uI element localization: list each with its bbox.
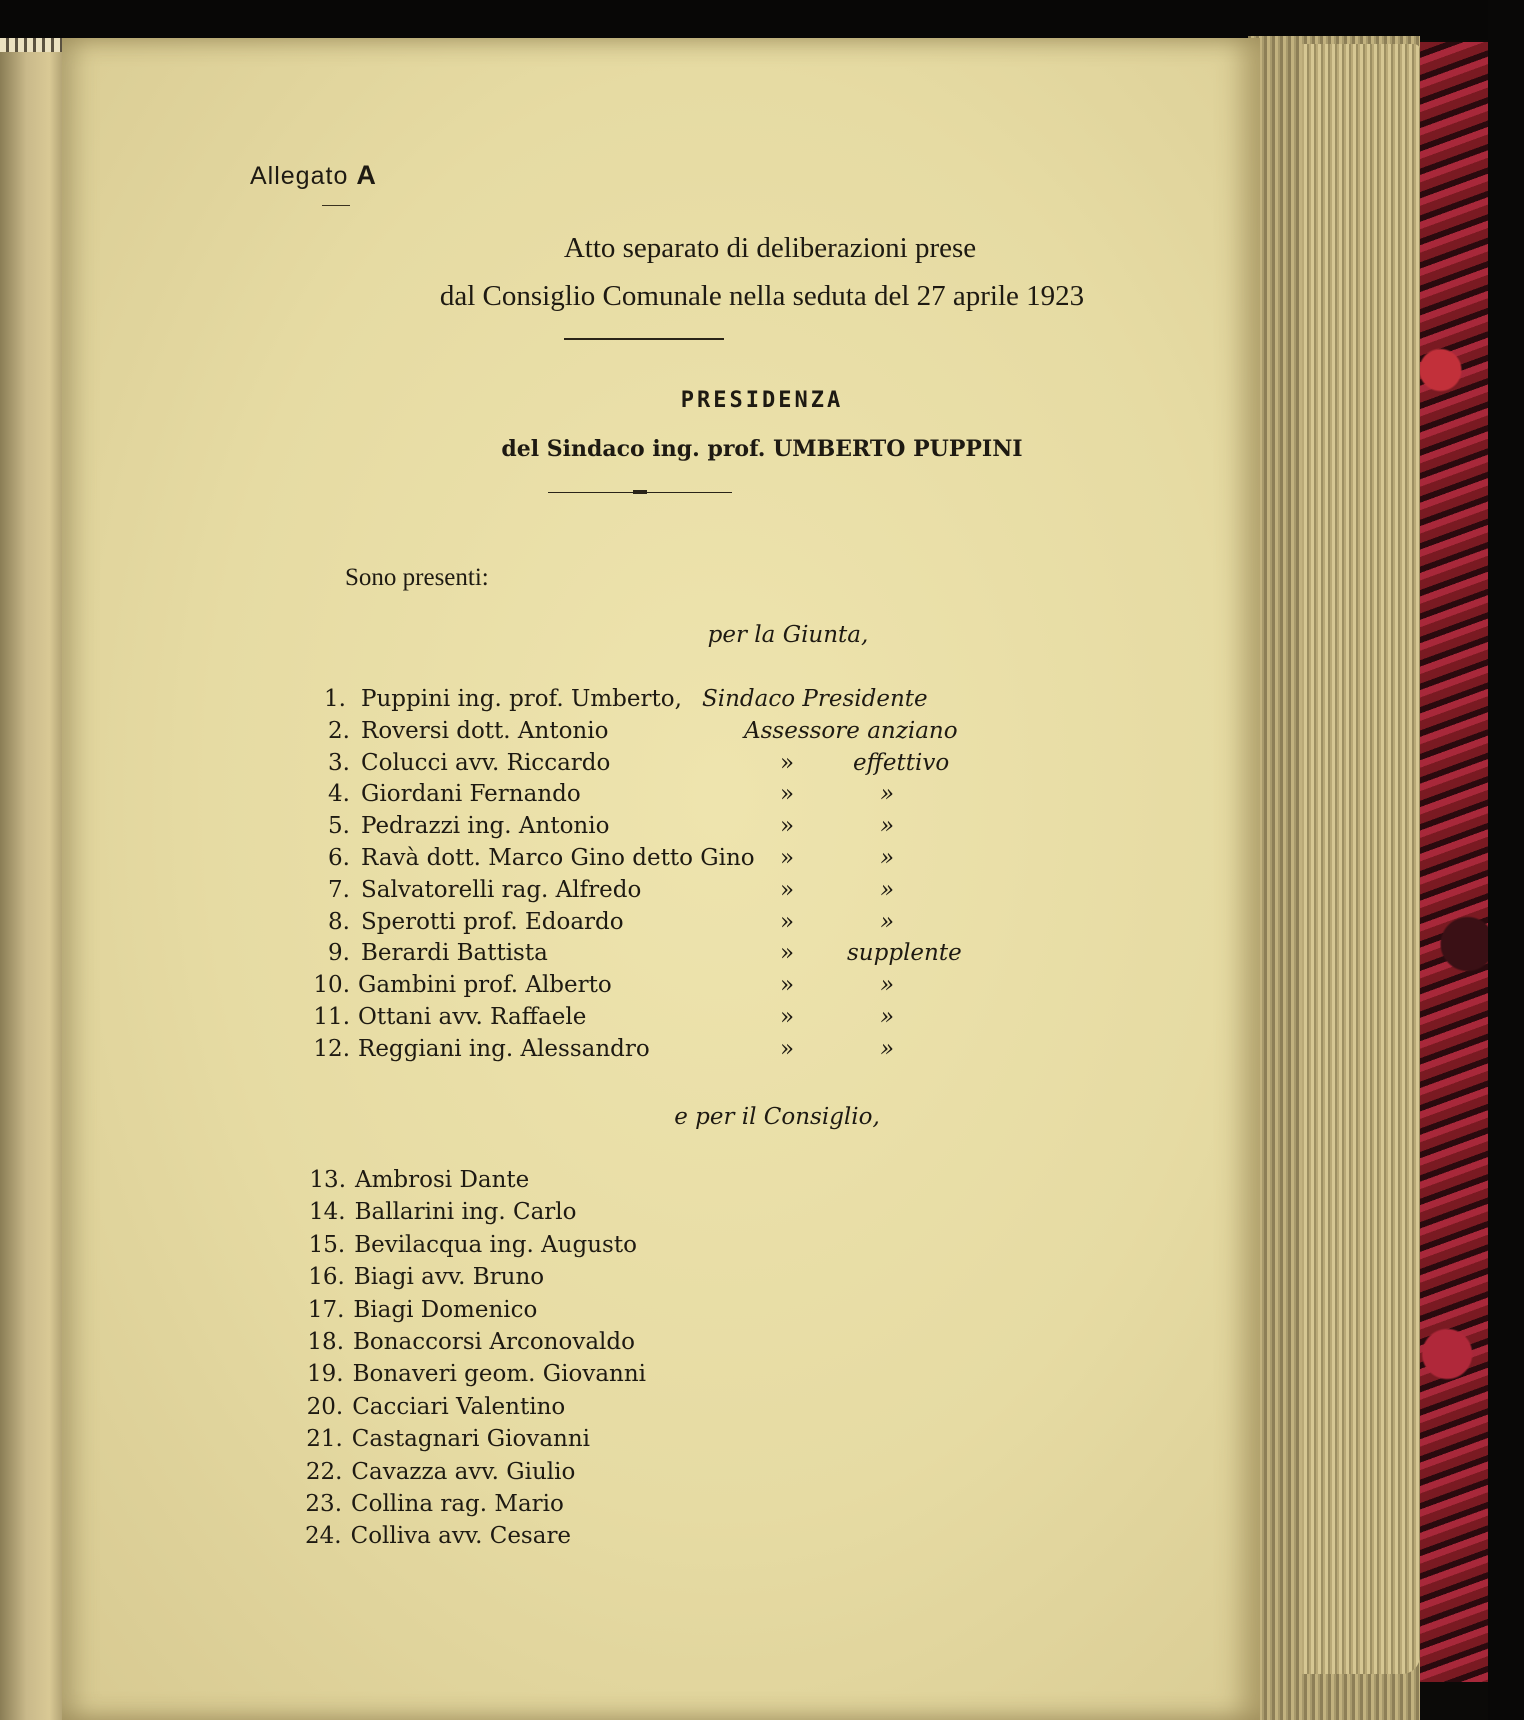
member-number: 5.	[328, 813, 350, 839]
assessore-ditto: »	[780, 781, 795, 807]
title-line-2: dal Consiglio Comunale nella seduta del 27 aprile 1923	[439, 280, 1085, 312]
member-number: 11.	[313, 1004, 350, 1030]
consiglio-member-row	[0, 1196, 1524, 1228]
member-number: 10.	[313, 972, 350, 998]
giunta-member-row	[0, 683, 1524, 715]
member-name: Ottani avv. Raffaele	[358, 1004, 587, 1030]
member-number: 18.	[307, 1329, 344, 1355]
consiglio-member-row	[0, 1261, 1524, 1293]
member-role-type: »	[880, 781, 895, 807]
consiglio-member-row	[0, 1294, 1524, 1326]
assessore-ditto: »	[780, 750, 795, 776]
giunta-member-row	[0, 874, 1524, 906]
giunta-member-row	[0, 937, 1524, 969]
consiglio-member-row	[0, 1164, 1524, 1196]
member-name: Ambrosi Dante	[355, 1167, 530, 1193]
member-name: Colliva avv. Cesare	[350, 1523, 572, 1549]
member-number: 9.	[328, 940, 350, 966]
member-number: 6.	[328, 845, 350, 871]
member-role-type: »	[880, 845, 895, 871]
member-number: 17.	[307, 1297, 345, 1323]
scan-background-top	[0, 0, 1524, 40]
member-name: Colucci avv. Riccardo	[361, 750, 611, 776]
assessore-ditto: »	[780, 845, 795, 871]
assessore-ditto: »	[780, 909, 795, 935]
member-number: 22.	[305, 1459, 343, 1485]
title-rule	[564, 338, 724, 340]
giunta-member-row	[0, 906, 1524, 938]
consiglio-member-row	[0, 1358, 1524, 1390]
member-role-type: »	[880, 909, 895, 935]
member-role-type: »	[880, 877, 895, 903]
consiglio-member-row	[0, 1326, 1524, 1358]
giunta-member-row	[0, 1001, 1524, 1033]
member-number: 23.	[305, 1491, 342, 1517]
member-name: Ravà dott. Marco Gino detto Gino	[361, 845, 755, 871]
giunta-member-row	[0, 810, 1524, 842]
member-name: Giordani Fernando	[361, 781, 581, 807]
member-number: 14.	[309, 1199, 346, 1225]
presidenza-rule-mark	[633, 490, 647, 494]
member-name: Berardi Battista	[361, 940, 548, 966]
member-name: Reggiani ing. Alessandro	[358, 1036, 650, 1062]
member-number: 12.	[313, 1036, 350, 1062]
member-number: 7.	[328, 877, 350, 903]
consiglio-member-row	[0, 1423, 1524, 1455]
member-name: Castagnari Giovanni	[351, 1426, 591, 1452]
member-number: 13.	[309, 1167, 346, 1193]
member-role: Sindaco Presidente	[702, 686, 928, 712]
member-name: Bevilacqua ing. Augusto	[354, 1232, 637, 1258]
member-number: 8.	[328, 909, 350, 935]
assessore-ditto: »	[780, 972, 795, 998]
member-name: Biagi Domenico	[353, 1297, 538, 1323]
allegato-letter: A	[356, 160, 377, 190]
consiglio-member-row	[0, 1488, 1524, 1520]
assessore-ditto: »	[780, 1004, 795, 1030]
member-name: Salvatorelli rag. Alfredo	[361, 877, 642, 903]
member-number: 19.	[307, 1361, 344, 1387]
short-rule	[322, 205, 350, 206]
assessore-ditto: »	[780, 813, 795, 839]
assessore-ditto: »	[780, 940, 795, 966]
member-number: 16.	[308, 1264, 345, 1290]
consiglio-heading: e per il Consiglio,	[674, 1104, 880, 1130]
member-role: Assessore anziano	[744, 718, 958, 744]
giunta-member-row	[0, 715, 1524, 747]
consiglio-member-row	[0, 1391, 1524, 1423]
allegato-text: Allegato	[250, 162, 349, 190]
member-number: 15.	[308, 1232, 346, 1258]
member-role-type: »	[880, 813, 895, 839]
member-name: Cavazza avv. Giulio	[351, 1459, 576, 1485]
consiglio-member-row	[0, 1229, 1524, 1261]
member-name: Roversi dott. Antonio	[361, 718, 609, 744]
member-name: Collina rag. Mario	[351, 1491, 564, 1517]
member-name: Puppini ing. prof. Umberto,	[361, 686, 682, 712]
member-name: Pedrazzi ing. Antonio	[361, 813, 610, 839]
assessore-ditto: »	[780, 877, 795, 903]
member-role-type: »	[880, 1036, 895, 1062]
assessore-ditto: »	[780, 1036, 795, 1062]
sindaco-line: del Sindaco ing. prof. UMBERTO PUPPINI	[501, 436, 1023, 462]
member-number: 24.	[305, 1523, 342, 1549]
presidenza-heading: PRESIDENZA	[680, 388, 844, 413]
giunta-member-row	[0, 1033, 1524, 1065]
member-number: 20.	[306, 1394, 344, 1420]
member-name: Sperotti prof. Edoardo	[361, 909, 624, 935]
member-role-type: »	[880, 1004, 895, 1030]
presenti-label: Sono presenti:	[345, 564, 489, 591]
member-name: Bonaccorsi Arconovaldo	[353, 1329, 635, 1355]
giunta-member-row	[0, 778, 1524, 810]
giunta-member-row	[0, 747, 1524, 779]
member-role-type: »	[880, 972, 895, 998]
member-name: Bonaveri geom. Giovanni	[352, 1361, 647, 1387]
member-name: Gambini prof. Alberto	[358, 972, 612, 998]
member-role-type: supplente	[847, 940, 962, 966]
title-line-1: Atto separato di deliberazioni prese	[563, 232, 977, 264]
member-name: Biagi avv. Bruno	[353, 1264, 545, 1290]
member-name: Ballarini ing. Carlo	[354, 1199, 577, 1225]
member-number: 2.	[328, 718, 350, 744]
consiglio-member-row	[0, 1456, 1524, 1488]
member-number: 4.	[328, 781, 350, 807]
member-number: 1.	[324, 686, 346, 712]
giunta-member-row	[0, 842, 1524, 874]
giunta-heading: per la Giunta,	[707, 622, 869, 648]
giunta-member-row	[0, 969, 1524, 1001]
member-role-type: effettivo	[853, 750, 950, 776]
member-name: Cacciari Valentino	[352, 1394, 566, 1420]
member-number: 21.	[306, 1426, 343, 1452]
member-number: 3.	[328, 750, 350, 776]
consiglio-member-row	[0, 1520, 1524, 1552]
allegato-label	[250, 160, 377, 191]
